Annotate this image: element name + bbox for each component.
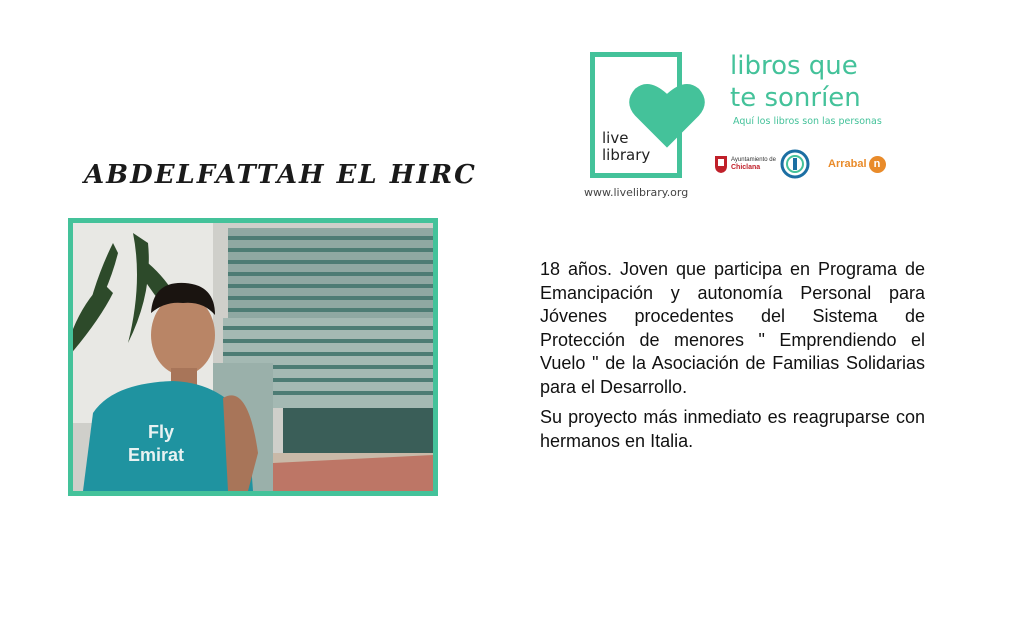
bio-paragraph-1: 18 años. Joven que participa en Programa de Emancipación y autonomía Personal para Jóvenes procedentes del Sistema de Protección de menores " Emprendiendo el Vuelo " de la Asociación de Familias Solidarias para el Desarrollo. (540, 259, 925, 397)
bio-text (540, 258, 925, 460)
brand-name (730, 50, 861, 114)
chiclana-name: Chiclana (731, 163, 761, 171)
shirt-sponsor-line1: Fly (148, 422, 175, 442)
tagline: Aquí los libros son las personas (733, 116, 882, 127)
arrabal-badge: n (869, 156, 886, 173)
logo-live-word: live (602, 129, 629, 147)
logo-library-word: library (602, 146, 651, 164)
circle-emblem-icon (780, 149, 810, 179)
brand-line-2: te sonríen (730, 83, 861, 113)
sponsor-chiclana-logo (714, 150, 776, 178)
chiclana-small-text: Ayuntamiento de (731, 156, 776, 163)
person-name: ABDELFATTAH EL HIRC (84, 160, 477, 190)
arrabal-name: Arrabal (828, 158, 867, 170)
sponsor-arrabal-logo (828, 150, 886, 178)
shirt-sponsor-line2: Emirat (128, 445, 185, 465)
crest-icon (714, 154, 728, 174)
sponsor-circle-logo (780, 150, 810, 178)
site-url: www.livelibrary.org (584, 186, 689, 199)
brand-line-1: libros que (730, 51, 858, 81)
bio-paragraph-2: Su proyecto más inmediato es reagruparse con hermanos en Italia. (540, 407, 925, 451)
person-photo (68, 218, 438, 496)
logo-live-library-text (602, 130, 650, 164)
